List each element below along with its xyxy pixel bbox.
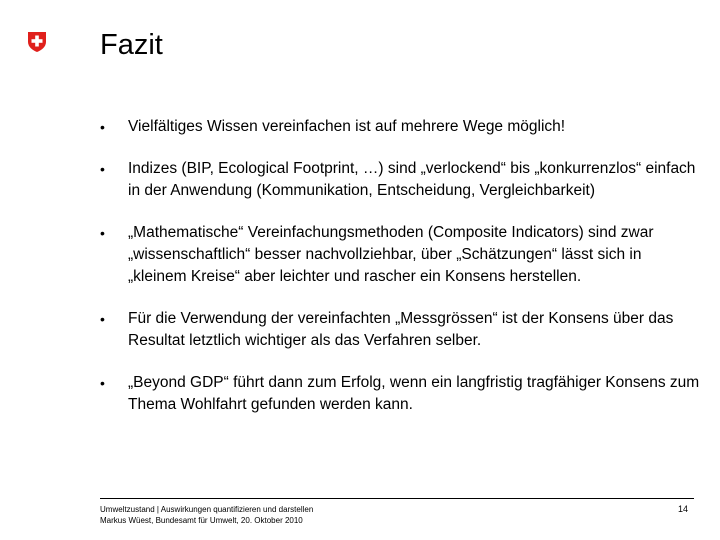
bullet-text: „Mathematische“ Vereinfachungsmethoden (Composite Indicators) sind zwar „wissenschaftlich“ besser nachvollziehbar, über „Schätzungen“ lässt sich in „kleinem Kreise“ aber leichter und rascher ein Konsens herstellen. [128,224,654,285]
list-item [100,158,700,202]
bullet-text: Vielfältiges Wissen vereinfachen ist auf mehrere Wege möglich! [128,118,566,135]
bullet-list [100,116,700,436]
list-item [100,308,700,352]
page-number: 14 [677,504,688,514]
bullet-text: Indizes (BIP, Ecological Footprint, …) sind „verlockend“ bis „konkurrenzlos“ einfach in der Anwendung (Kommunikation, Entscheidung, Vergleichbarkeit) [128,160,696,199]
bullet-marker: • [100,119,105,135]
list-item [100,372,700,416]
bullet-marker: • [100,225,105,241]
footer-line-1: Umweltzustand | Auswirkungen quantifizieren und darstellen [100,505,314,514]
footer [100,504,313,526]
bullet-marker: • [100,161,105,177]
bullet-marker: • [100,375,105,391]
footer-divider [100,498,694,499]
bullet-marker: • [100,311,105,327]
footer-line-2: Markus Wüest, Bundesamt für Umwelt, 20. Oktober 2010 [100,516,303,525]
bullet-text: Für die Verwendung der vereinfachten „Messgrössen“ ist der Konsens über das Resultat letztlich wichtiger als das Verfahren selber. [128,310,674,349]
page-title: Fazit [100,29,163,61]
bullet-text: „Beyond GDP“ führt dann zum Erfolg, wenn ein langfristig tragfähiger Konsens zum Thema Wohlfahrt gefunden werden kann. [128,374,700,413]
list-item [100,116,700,138]
swiss-cross-shield-icon [27,31,47,53]
list-item [100,222,700,288]
